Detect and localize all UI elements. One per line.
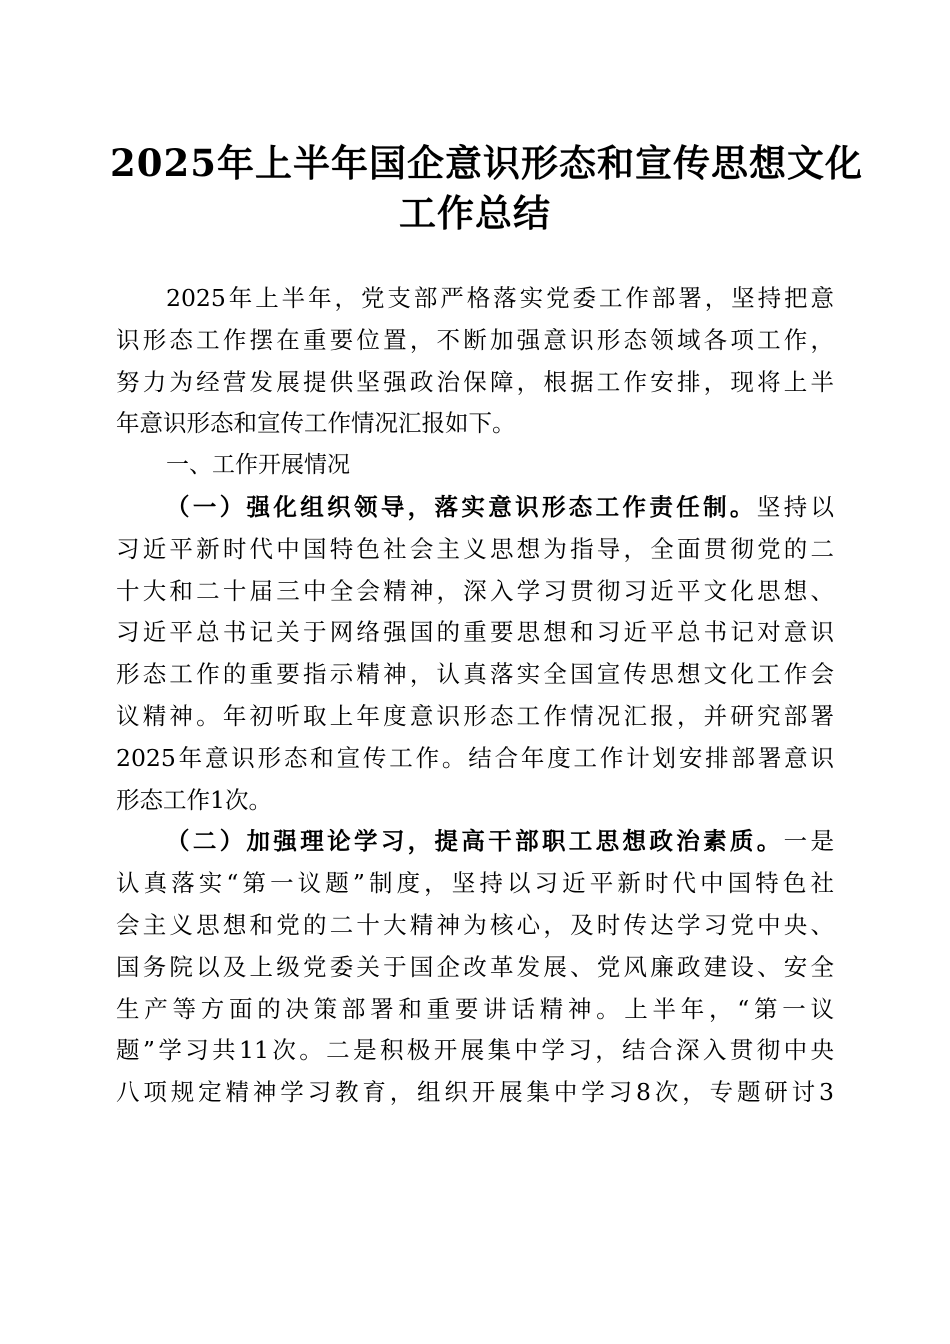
document-title [110, 138, 863, 238]
title-line-2: 工作总结 [399, 191, 551, 235]
intro-line: 识形态工作摆在重要位置，不断加强意识形态领域各项工作， [116, 325, 834, 354]
item1-first-line [116, 487, 834, 529]
intro-line: 年意识形态和宣传工作情况汇报如下。 [116, 409, 516, 438]
document-body [116, 278, 834, 1114]
item1-line: 议精神。年初听取上年度意识形态工作情况汇报，并研究部署 [116, 701, 834, 730]
item2-lead: （二）加强理论学习，提高干部职工思想政治素质。 [166, 827, 784, 856]
intro-line: 2025年上半年，党支部严格落实党委工作部署，坚持把意 [166, 284, 834, 312]
item2-line: 题”学习共11次。二是积极开展集中学习，结合深入贯彻中央 [116, 1036, 834, 1065]
title-line-1: 2025年上半年国企意识形态和宣传思想文化 [110, 141, 863, 185]
item1-line: 2025年意识形态和宣传工作。结合年度工作计划安排部署意识 [116, 743, 834, 772]
item1-first-rest: 坚持以 [756, 492, 835, 521]
item2-line: 八项规定精神学习教育，组织开展集中学习8次，专题研讨3 [116, 1078, 834, 1107]
item2-line: 认真落实“第一议题”制度，坚持以习近平新时代中国特色社 [116, 869, 834, 898]
item2-first-rest: 一是 [783, 827, 835, 856]
item1-lead: （一）强化组织领导，落实意识形态工作责任制。 [166, 492, 757, 521]
intro-line: 努力为经营发展提供坚强政治保障，根据工作安排，现将上半 [116, 367, 834, 396]
item2-line: 国务院以及上级党委关于国企改革发展、党风廉政建设、安全 [116, 952, 834, 981]
item1-line: 形态工作的重要指示精神，认真落实全国宣传思想文化工作会 [116, 660, 834, 689]
item1-line: 习近平总书记关于网络强国的重要思想和习近平总书记对意识 [116, 618, 834, 647]
item2-first-line [116, 821, 834, 863]
section-heading: 一、工作开展情况 [166, 452, 350, 479]
item1-line: 形态工作1次。 [116, 785, 272, 814]
item1-line: 习近平新时代中国特色社会主义思想为指导，全面贯彻党的二 [116, 534, 834, 563]
item2-line: 会主义思想和党的二十大精神为核心，及时传达学习党中央、 [116, 910, 834, 939]
item1-line: 十大和二十届三中全会精神，深入学习贯彻习近平文化思想、 [116, 576, 834, 605]
item2-line: 生产等方面的决策部署和重要讲话精神。上半年，“第一议 [116, 994, 834, 1023]
